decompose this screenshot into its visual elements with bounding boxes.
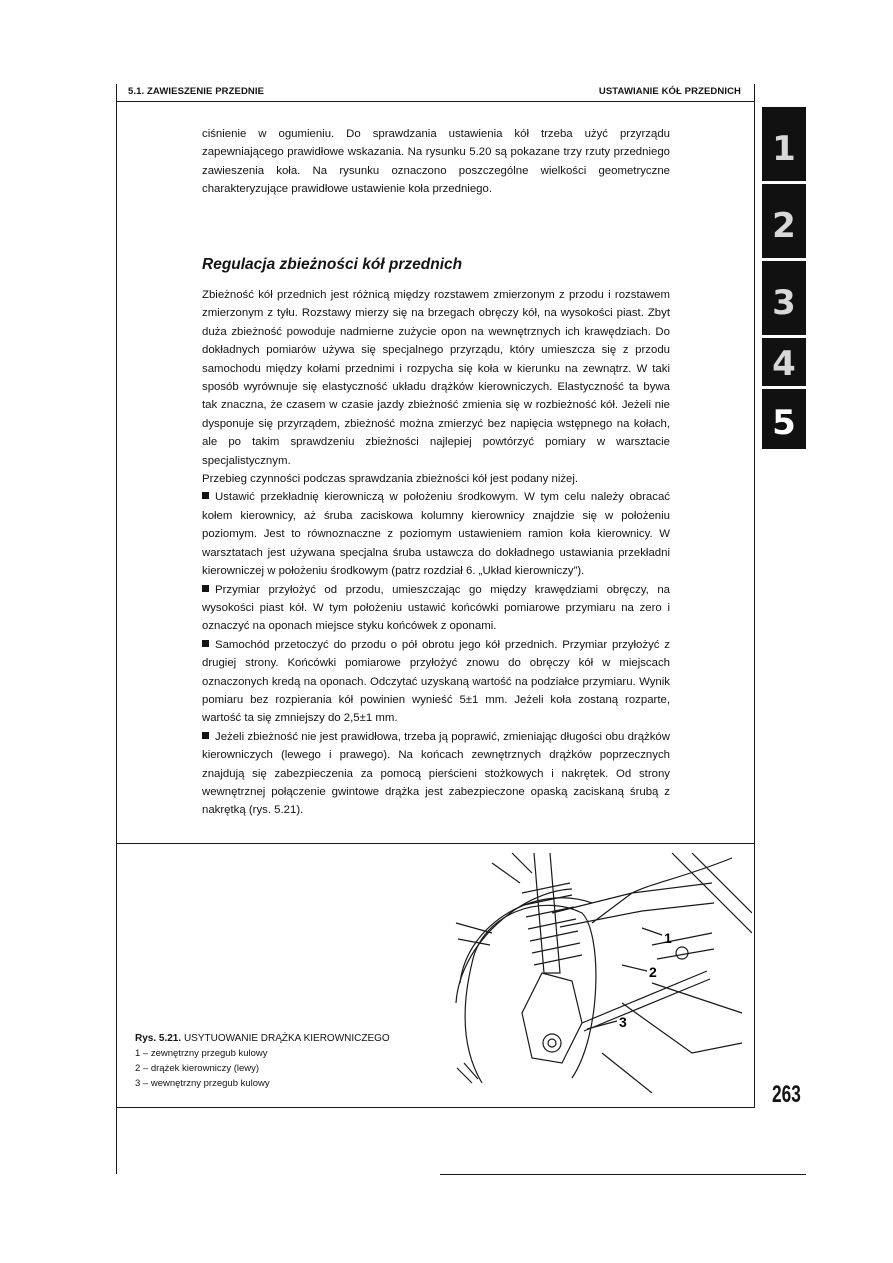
paragraph: Zbieżność kół przednich jest różnicą między rozstawem zmierzonym z przodu i rozstawem zmierzonym z tyłu. Rozstawy mierzy się na brzegach obręczy kół, na wysokości piast. Zbyt duża zbieżność powoduje nadmierne zużycie opon na wewnętrznych ich krawędziach. Do dokładnych pomiarów używa się specjalnego przyrządu, który umieszcza się z przodu samochodu między kołami przednimi i rozpycha się koła w kierunku na zewnątrz. W taki sposób wyrównuje się elastyczność układu drążków kierowniczych. Elastyczność ta bywa tak znaczna, że czasem w czasie jazdy zbieżność zmienia się w rozbieżność kół. Jeżeli nie dysponuje się przyrządem, zbieżność można zmierzyć bez napięcia wstępnego na kołach, ale po takim sprawdzeniu zbieżności najlepiej powtórzyć pomiary w warsztacie specjalistycznym. (202, 289, 670, 467)
footer-rule (440, 1174, 806, 1175)
bullet-text: Ustawić przekładnię kierowniczą w położeniu środkowym. W tym celu należy obracać kołem kierownicy, aż śruba zaciskowa kolumny kierownicy znajdzie się w położeniu poziomym. Jest to równoznaczne z poziomym ustawieniem ramion koła kierownicy. W warsztatach jest używana specjalna śruba ustawcza do dokładnego ustawiania przekładni kierowniczej w położeniu środkowym (patrz rozdział 6. „Układ kierowniczy”). (202, 491, 670, 578)
paragraph: Przebieg czynności podczas sprawdzania zbieżności kół jest podany niżej. (202, 473, 579, 486)
bullet-item (202, 636, 670, 728)
page-number: 263 (772, 1081, 801, 1108)
bullet-text: Samochód przetoczyć do przodu o pół obrotu jego kół przednich. Przymiar przyłożyć z drugiej strony. Końcówki pomiarowe przyłożyć znowu do obręczy kół w miejscach oznaczonych kredą na oponach. Odczytać uzyskaną wartość na podziałce przymiaru. Wynik pomiaru bez rozpierania kół powinien wynieść 5±1 mm. Jeżeli koła zostaną rozparte, wartość ta się zmniejszy do 2,5±1 mm. (202, 638, 670, 725)
tyre-tread (460, 898, 592, 983)
intro-paragraph: ciśnienie w ogumieniu. Do sprawdzania ustawienia kół trzeba użyć przyrządu zapewniającego prawidłowe wskazania. Na rysunku 5.20 są pokazane trzy rzuty przedniego zawieszenia koła. Na rysunku oznaczono poszczególne wielkości geometryczne charakteryzujące prawidłowe ustawienie koła przedniego. (202, 128, 670, 196)
chapter-tab-1[interactable]: 1 (762, 107, 806, 181)
running-header-chapter: USTAWIANIE KÓŁ PRZEDNICH (598, 86, 741, 97)
steering-rod-figure (452, 853, 752, 1093)
caption-item: 1 – zewnętrzny przegub kulowy (135, 1048, 268, 1059)
caption-item: 2 – drążek kierowniczy (lewy) (135, 1063, 260, 1074)
figure-top-rule (116, 843, 754, 844)
control-arm (552, 883, 714, 927)
bullet-text: Jeżeli zbieżność nie jest prawidłowa, trzeba ją poprawić, zmieniając długości obu drążków kierowniczych (lewego i prawego). Na końcach zewnętrznych drążków poprzecznych znajdują się zabezpieczenia za pomocą pierścieni stożkowych i nakrętek. Od strony wewnętrznej połączenie gwintowe drążka jest zabezpieczone opaską zaciskaną śrubą z nakrętką (rys. 5.21). (202, 730, 670, 817)
callout-label-3: 3 (619, 1014, 627, 1030)
section-heading: Regulacja zbieżności kół przednich (202, 256, 463, 273)
callout-label-1: 1 (664, 930, 672, 946)
figure-caption (135, 1031, 390, 1091)
chapter-tab-4[interactable]: 4 (762, 338, 806, 386)
header-rule (116, 101, 754, 102)
caption-item: 3 – wewnętrzny przegub kulowy (135, 1078, 270, 1089)
chapter-tab-3[interactable]: 3 (762, 261, 806, 335)
running-header-section: 5.1. ZAWIESZENIE PRZEDNIE (128, 86, 265, 97)
callout-leader-1 (642, 928, 662, 935)
body-text (202, 286, 670, 820)
callout-label-2: 2 (649, 964, 657, 980)
chapter-tab-5-active[interactable]: 5 (762, 389, 806, 449)
caption-title: Rys. 5.21. USYTUOWANIE DRĄŻKA KIEROWNICZEGO (135, 1033, 390, 1044)
bullet-item (202, 728, 670, 820)
bullet-text: Przymiar przyłożyć od przodu, umieszczając go między krawędziami obręczy, na wysokości piast kół. W tym położeniu ustawić końcówki pomiarowe przymiaru na zero i oznaczyć na oponach miejsce styku końcówek z oponami. (202, 583, 670, 633)
bullet-icon (202, 492, 209, 499)
tie-rod (582, 971, 710, 1031)
bullet-icon (202, 732, 209, 739)
bullet-icon (202, 585, 209, 592)
bullet-icon (202, 640, 209, 647)
steering-knuckle (522, 973, 582, 1063)
bullet-item (202, 581, 670, 636)
bullet-item (202, 488, 670, 580)
text-frame-right-rule (754, 101, 755, 831)
figure-bottom-rule (116, 1107, 754, 1108)
chapter-tab-2[interactable]: 2 (762, 184, 806, 258)
left-margin-rule (116, 84, 117, 1174)
callout-leader-2 (622, 965, 647, 971)
